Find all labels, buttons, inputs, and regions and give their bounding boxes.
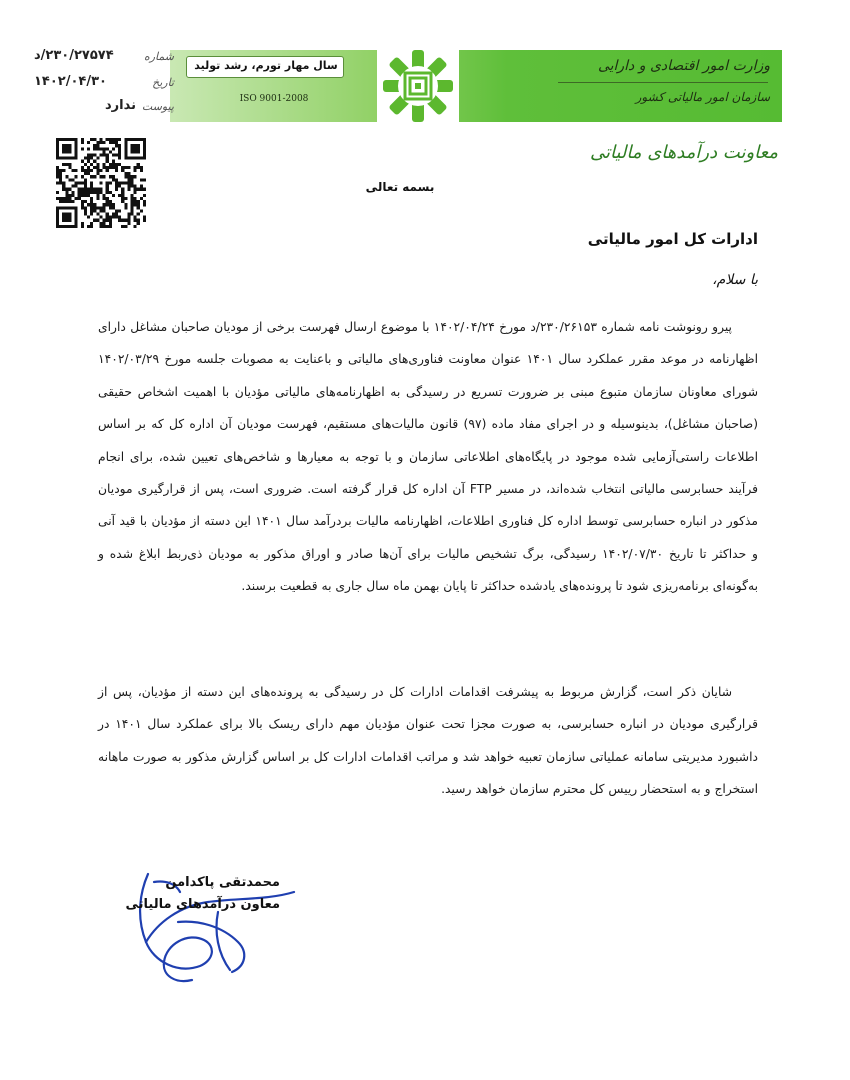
- reference-date-label: تاریخ: [152, 76, 174, 89]
- body-paragraph-1-text: پیرو رونوشت نامه شماره ۲۳۰/۲۶۱۵۳/د مورخ ۱۴۰۲/۰۴/۲۴ با موضوع ارسال فهرست برخی از مودیان صاحبان مشاغل دارای اظهارنامه در موعد مقرر عملکرد سال ۱۴۰۱ عنوان معاونت فناوری‌های مالیاتی و باعنایت به مصوبات جلسه مورخ ۱۴۰۲/۰۳/۲۹ شورای معاونان سازمان متبوع مبنی بر ضرورت تسریع در رسیدگی به اظهارنامه‌های مالیاتی مؤدیان با اهمیت اشخاص حقیقی (صاحبان مشاغل)، بدینوسیله و در اجرای مفاد ماده (۹۷) قانون مالیات‌های مستقیم، فهرست مودیان آن اداره کل که بر اساس اطلاعات راستی‌آزمایی شده موجود در پایگاه‌های اطلاعاتی سازمان و با توجه به معیارها و شاخص‌های تعیین شده، برای انجام فرآیند حسابرسی مالیاتی انتخاب شده‌اند، در مسیر FTP آن اداره کل قرار گرفته است. ضروری است، پس از قرارگیری مودیان مذکور در انباره حسابرسی توسط اداره کل فناوری اطلاعات، اظهارنامه مالیات بردرآمد سال ۱۴۰۱ این دسته از مؤدیان با قید آنی و حداکثر تا تاریخ ۱۴۰۲/۰۷/۳۰ رسیدگی، برگ تشخیص مالیات برای آن‌ها صادر و اوراق مذکور به مودیان ذی‌ربط ابلاغ شده و به‌گونه‌ای برنامه‌ریزی شود تا پرونده‌های یادشده حداکثر تا پایان بهمن ماه سال جاری به قطعیت برسند.: [98, 320, 759, 594]
- qr-code-icon: [56, 138, 146, 228]
- reference-date-row: [34, 74, 174, 96]
- tax-organization-emblem-icon: [377, 44, 459, 128]
- reference-attachment-row: [34, 98, 174, 120]
- invocation: بسمه تعالی: [365, 180, 435, 194]
- slogan-box: [186, 56, 344, 78]
- letterhead-band: [170, 50, 782, 122]
- reference-block: [34, 48, 174, 120]
- greeting: با سلام،: [712, 272, 758, 288]
- slogan-block: [170, 50, 370, 122]
- signatory-name: محمدتقی پاکدامن: [165, 875, 280, 890]
- ministry-divider: [558, 82, 768, 83]
- year-slogan: سال مهار تورم، رشد تولید: [194, 59, 338, 72]
- ministry-name: وزارت امور اقتصادی و دارایی: [597, 58, 770, 74]
- body-paragraph-2: [98, 676, 758, 846]
- recipient: ادارات کل امور مالیاتی: [587, 230, 758, 248]
- iso-certification: ISO 9001-2008: [239, 94, 309, 104]
- reference-date-value: ۱۴۰۲/۰۴/۳۰: [34, 74, 107, 89]
- body-paragraph-1: [98, 311, 758, 671]
- reference-attachment-value: ندارد: [104, 98, 136, 113]
- reference-number-value: ۲۳۰/۲۷۵۷۴/د: [34, 48, 114, 63]
- body-paragraph-2-text: شایان ذکر است، گزارش مربوط به پیشرفت اقدامات ادارات کل در رسیدگی به پرونده‌های این دسته از مؤدیان، پس از قرارگیری مودیان در انباره حسابرسی، به صورت مجزا تحت عنوان مؤدیان مهم دارای ریسک بالا برای عملکرد سال ۱۴۰۱ در داشبورد مدیریتی سامانه عملیاتی سازمان تعبیه خواهد شد و مراتب اقدامات ادارات کل بر اساس گزارش مذکور به صورت ماهانه استخراج و به استحضار رییس کل محترم سازمان خواهد رسید.: [98, 685, 759, 797]
- reference-attachment-label: پیوست: [141, 100, 174, 113]
- reference-number-row: [34, 48, 174, 70]
- deputy-office-title: معاونت درآمدهای مالیاتی: [589, 142, 778, 163]
- organization-name: سازمان امور مالیاتی کشور: [635, 90, 770, 104]
- signatory-title: معاون درآمدهای مالیاتی: [125, 897, 280, 912]
- reference-number-label: شماره: [143, 50, 174, 63]
- ministry-block: [544, 50, 782, 122]
